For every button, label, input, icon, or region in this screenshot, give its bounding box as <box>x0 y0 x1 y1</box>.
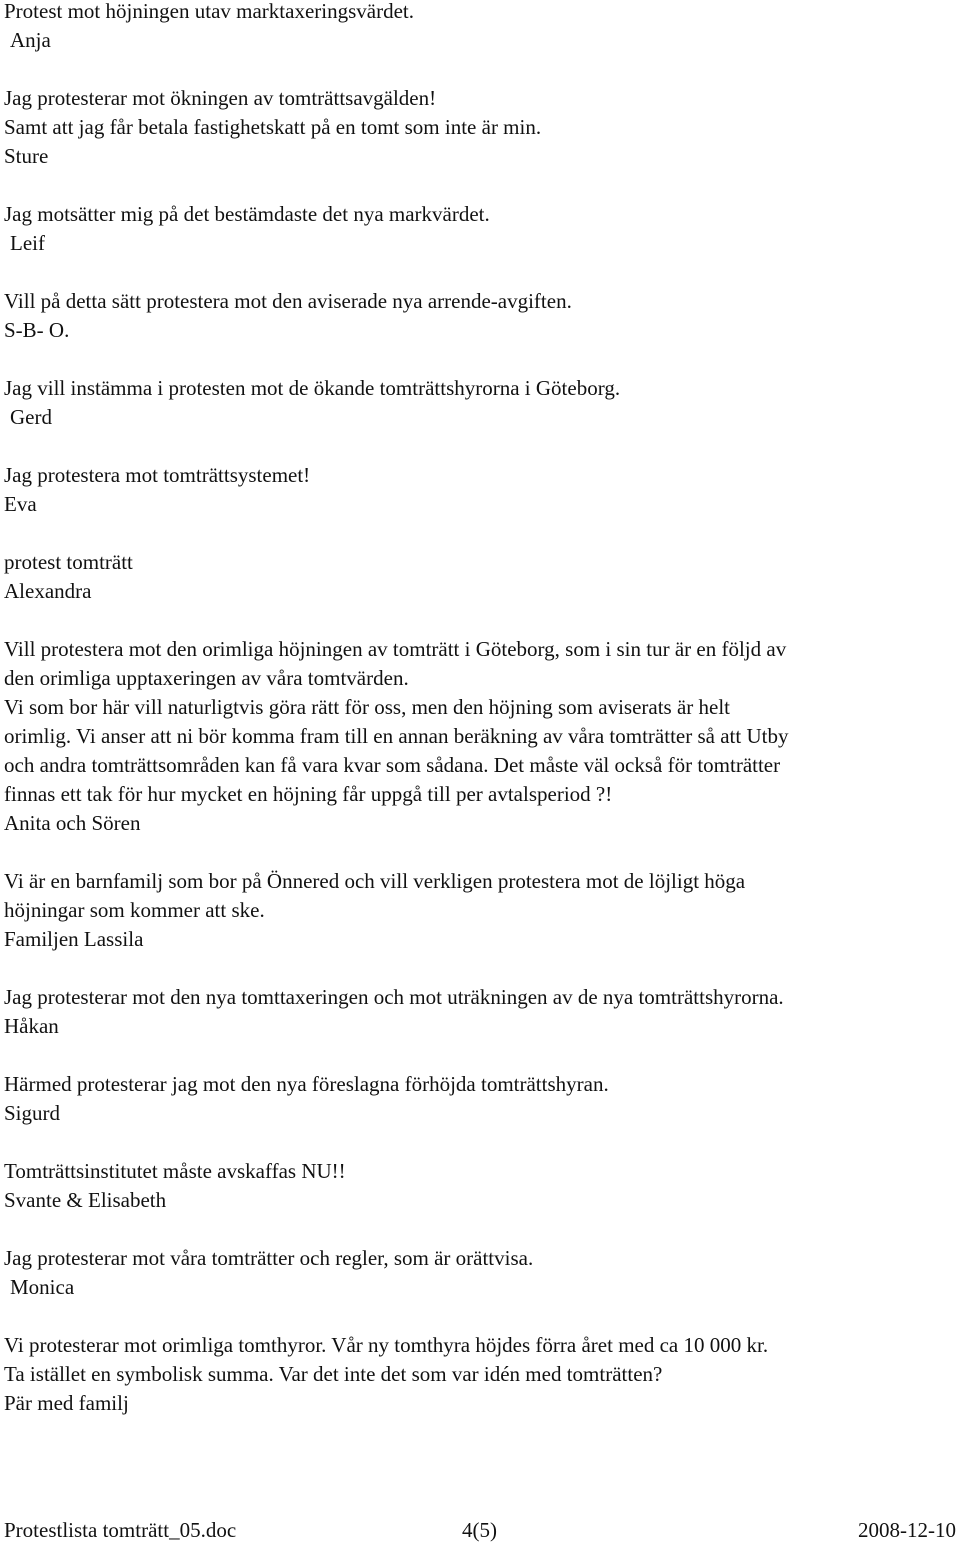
protest-entry <box>4 374 956 432</box>
protest-author: Pär med familj <box>4 1391 129 1415</box>
footer-doc-name: Protestlista tomträtt_05.doc <box>4 1518 237 1542</box>
protest-author: Svante & Elisabeth <box>4 1188 167 1212</box>
protest-entry <box>4 84 956 171</box>
protest-text-line: Samt att jag får betala fastighetskatt på en tomt som inte är min. <box>4 115 542 139</box>
protest-entry <box>4 867 956 954</box>
protest-entry <box>4 635 956 838</box>
protest-entry <box>4 548 956 606</box>
protest-author: Håkan <box>4 1014 59 1038</box>
protest-entry <box>4 1070 956 1128</box>
protest-text-line: Tomträttsinstitutet måste avskaffas NU!! <box>4 1159 346 1183</box>
protest-text-line: finnas ett tak för hur mycket en höjning får uppgå till per avtalsperiod ?! <box>4 782 613 806</box>
footer-date: 2008-12-10 <box>858 1518 956 1542</box>
protest-text-line: Vi är en barnfamilj som bor på Önnered och vill verkligen protestera mot de löjligt höga <box>4 869 746 893</box>
protest-text-line: orimlig. Vi anser att ni bör komma fram till en annan beräkning av våra tomträtter så att Utby <box>4 724 789 748</box>
protest-author: Alexandra <box>4 579 92 603</box>
protest-text-line: Jag protesterar mot ökningen av tomträttsavgälden! <box>4 86 437 110</box>
protest-text-line: protest tomträtt <box>4 550 133 574</box>
protest-author: Gerd <box>10 405 52 429</box>
protest-author: Anita och Sören <box>4 811 141 835</box>
protest-text-line: Vi som bor här vill naturligtvis göra rätt för oss, men den höjning som aviserats är helt <box>4 695 731 719</box>
protest-text-line: Vill protestera mot den orimliga höjningen av tomträtt i Göteborg, som i sin tur är en följd av <box>4 637 787 661</box>
protest-author: S-B- O. <box>4 318 70 342</box>
protest-text-line: Jag motsätter mig på det bestämdaste det nya markvärdet. <box>4 202 490 226</box>
protest-entry <box>4 1244 956 1302</box>
protest-author: Eva <box>4 492 37 516</box>
protest-text-line: den orimliga upptaxeringen av våra tomtvärden. <box>4 666 409 690</box>
protest-text-line: Protest mot höjningen utav marktaxeringsvärdet. <box>4 0 414 23</box>
protest-text-line: Jag protesterar mot våra tomträtter och regler, som är orättvisa. <box>4 1246 534 1270</box>
protest-entry <box>4 287 956 345</box>
protest-text-line: Jag protestera mot tomträttsystemet! <box>4 463 311 487</box>
protest-list <box>4 0 956 1418</box>
protest-text-line: och andra tomträttsområden kan få vara kvar som sådana. Det måste väl också för tomträtter <box>4 753 781 777</box>
document-page <box>4 0 956 1447</box>
protest-entry <box>4 461 956 519</box>
protest-entry <box>4 200 956 258</box>
protest-entry <box>4 1157 956 1215</box>
protest-text-line: Härmed protesterar jag mot den nya föreslagna förhöjda tomträttshyran. <box>4 1072 609 1096</box>
protest-text-line: Jag protesterar mot den nya tomttaxeringen och mot uträkningen av de nya tomträttshyrorna. <box>4 985 784 1009</box>
protest-text-line: höjningar som kommer att ske. <box>4 898 265 922</box>
protest-author: Anja <box>10 28 51 52</box>
protest-text-line: Vill på detta sätt protestera mot den aviserade nya arrende-avgiften. <box>4 289 572 313</box>
protest-author: Familjen Lassila <box>4 927 144 951</box>
footer-page-number: 4(5) <box>462 1518 497 1542</box>
protest-text-line: Ta istället en symbolisk summa. Var det inte det som var idén med tomträtten? <box>4 1362 663 1386</box>
protest-entry <box>4 0 956 55</box>
protest-author: Leif <box>10 231 45 255</box>
protest-text-line: Jag vill instämma i protesten mot de ökande tomträttshyrorna i Göteborg. <box>4 376 621 400</box>
protest-author: Monica <box>10 1275 75 1299</box>
page-footer <box>4 1516 956 1545</box>
protest-entry <box>4 1331 956 1418</box>
protest-entry <box>4 983 956 1041</box>
protest-author: Sture <box>4 144 49 168</box>
protest-text-line: Vi protesterar mot orimliga tomthyror. Vår ny tomthyra höjdes förra året med ca 10 000 kr. <box>4 1333 769 1357</box>
protest-author: Sigurd <box>4 1101 61 1125</box>
